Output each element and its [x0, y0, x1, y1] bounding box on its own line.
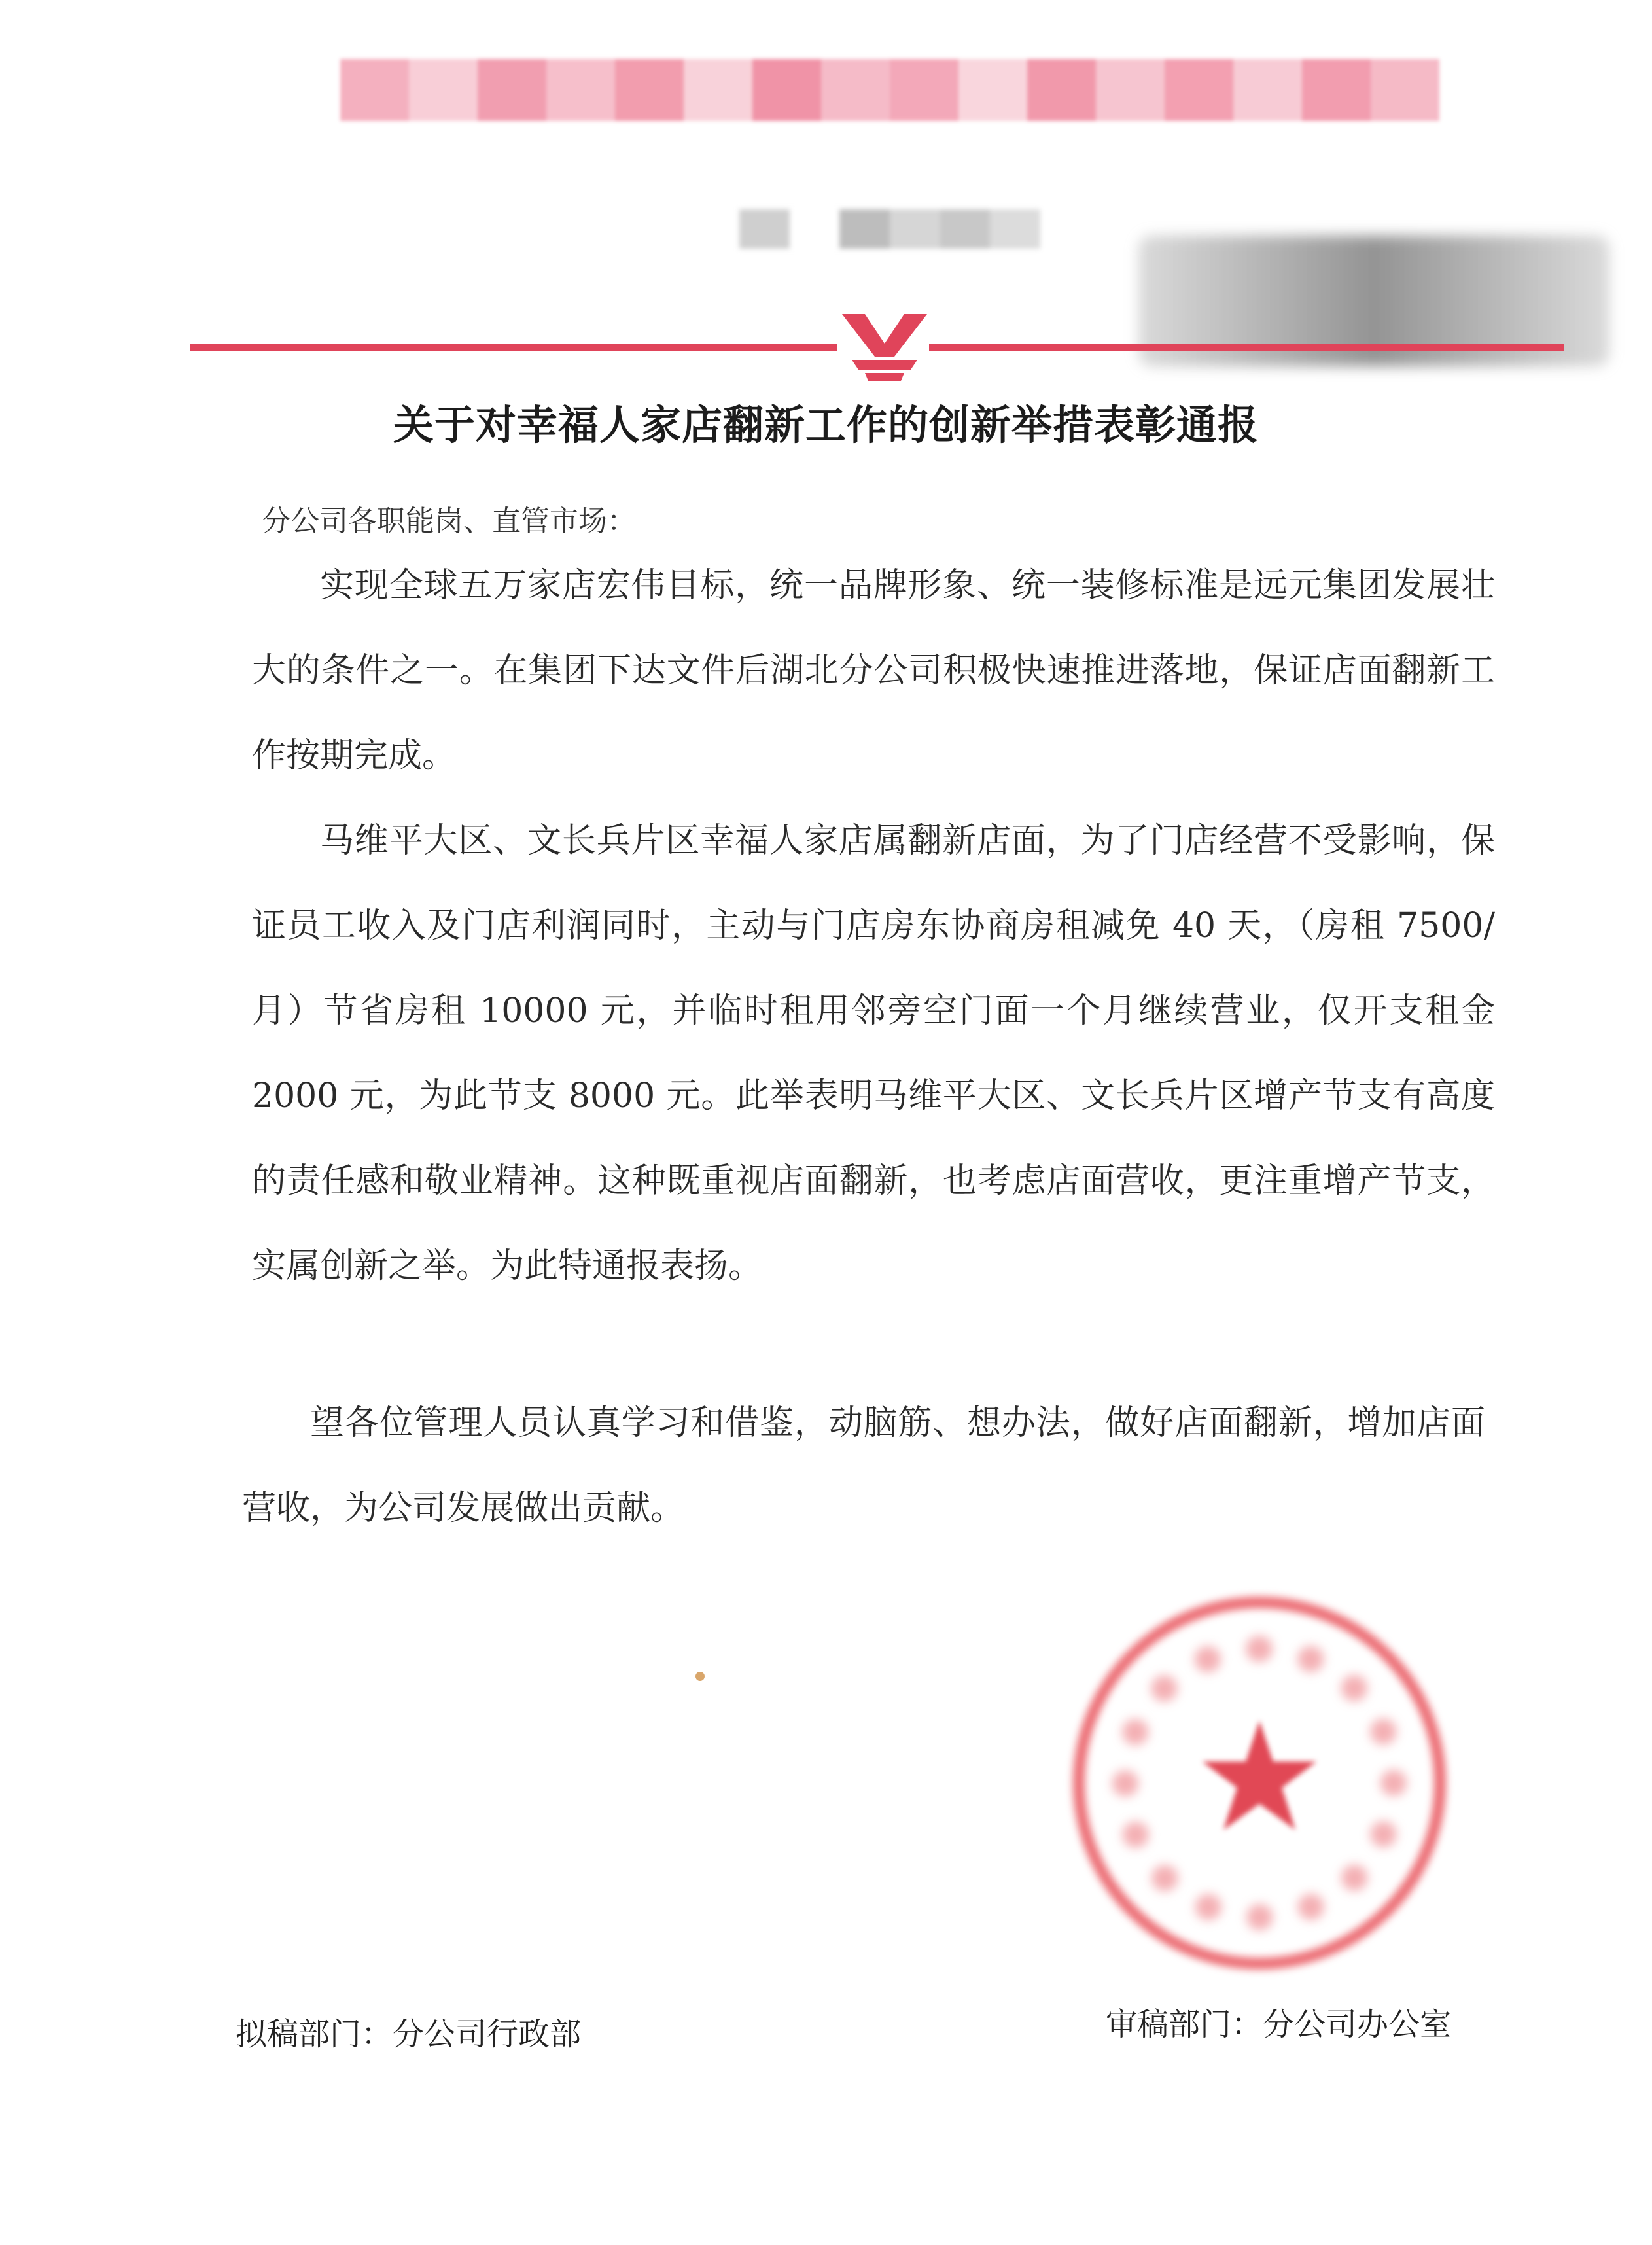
body-paragraph-2: 马维平大区、文长兵片区幸福人家店属翻新店面，为了门店经营不受影响，保证员工收入及门店利润同时，主动与门店房东协商房租减免 40 天，（房租 7500/月）节省房租 10000 元，并临时租用邻旁空门面一个月继续营业，仅开支租金 2000 元，为此节支 8000 元。此举表明马维平大区、文长兵片区增产节支有高度的责任感和敬业精神。这种既重视店面翻新，也考虑店面营收，更注重增产节支，实属创新之举。为此特通报表扬。: [252, 821, 1495, 1286]
drafting-department: 拟稿部门：分公司行政部: [236, 2016, 582, 2053]
red-rule-left: [190, 344, 837, 351]
seal-star-icon: [1197, 1714, 1322, 1839]
redacted-document-number: [739, 209, 1040, 249]
red-rule-right: [929, 344, 1564, 351]
salutation: 分公司各职能岗、直管市场：: [262, 504, 636, 538]
paper-speck: [695, 1672, 705, 1681]
redacted-masthead: [340, 59, 1439, 183]
body-paragraph-3: 望各位管理人员认真学习和借鉴，动脑筋、想办法，做好店面翻新，增加店面营收，为公司发展做出贡献。: [242, 1404, 1485, 1528]
review-department: 审稿部门：分公司办公室: [1106, 2006, 1452, 2043]
document-title: 关于对幸福人家店翻新工作的创新举措表彰通报: [393, 401, 1259, 449]
company-logo-icon: [839, 308, 930, 386]
body-paragraph-1: 实现全球五万家店宏伟目标，统一品牌形象、统一装修标准是远元集团发展壮大的条件之一。在集团下达文件后湖北分公司积极快速推进落地，保证店面翻新工作按期完成。: [252, 566, 1495, 775]
